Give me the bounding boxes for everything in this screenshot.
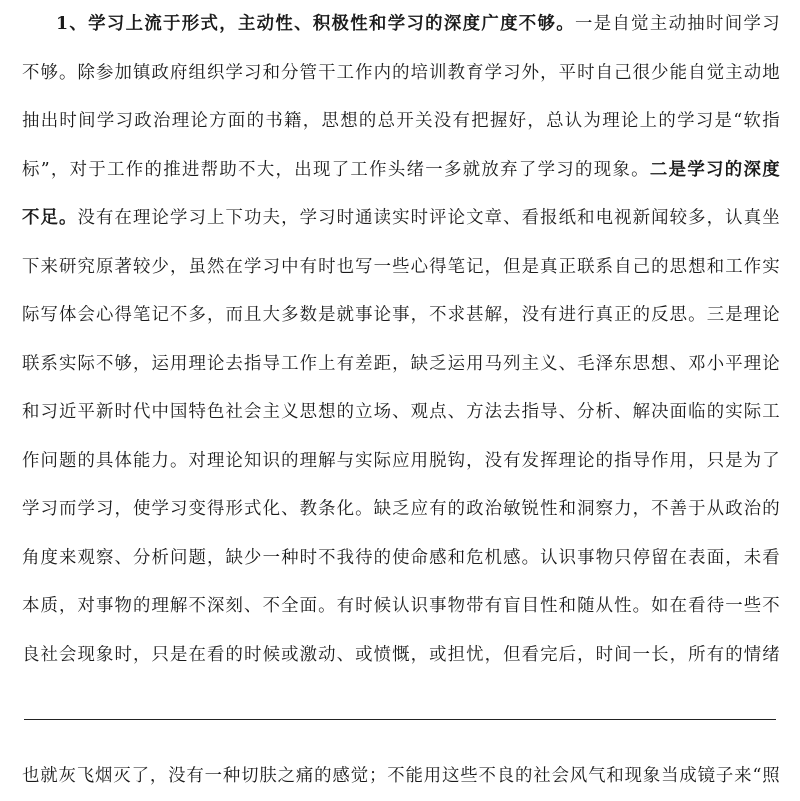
paragraph-line-9: 和习近平新时代中国特色社会主义思想的立场、观点、方法去指导、分析、解决面临的实际工 [22,402,780,422]
section-heading: 1、学习上流于形式，主动性、积极性和学习的深度广度不够。 [56,14,575,34]
paragraph-line-12: 角度来观察、分析问题，缺少一种时不我待的使命感和危机感。认识事物只停留在表面，未看 [22,547,780,568]
paragraph-text: 一是自觉主动抽时间学习 [574,14,780,34]
paragraph-line-2: 不够。除参加镇政府组织学习和分管干工作内的培训教育学习外，平时自己很少能自觉主动地 [22,62,780,83]
paragraph-text: 没有在理论学习上下功夫，学习时通读实时评论文章、看报纸和电视新闻较多，认真坐 [77,208,780,228]
paragraph-line-7: 际写体会心得笔记不多，而且大多数是就事论事，不求甚解，没有进行真正的反思。三是理论 [22,305,780,325]
paragraph-line-4 [22,146,780,195]
paragraph-line-3: 抽出时间学习政治理论方面的书籍，思想的总开关没有把握好，总认为理论上的学习是“软指 [22,111,780,131]
paragraph-line-5 [22,194,780,243]
paragraph-text: 标”，对于工作的推进帮助不大，出现了工作头绪一多就放弃了学习的现象。 [22,159,650,180]
bold-point-heading: 不足。 [22,208,78,228]
page-break-divider [24,719,776,720]
bold-point-heading: 二是学习的深度 [649,159,780,180]
next-page-line-1: 也就灰飞烟灭了，没有一种切肤之痛的感觉；不能用这些不良的社会风气和现象当成镜子来“照 [22,766,780,786]
paragraph-line-8: 联系实际不够，运用理论去指导工作上有差距，缺乏运用马列主义、毛泽东思想、邓小平理论 [22,353,780,374]
paragraph-line-11: 学习而学习，使学习变得形式化、教条化。缺乏应有的政治敏锐性和洞察力，不善于从政治的 [22,499,780,519]
document-page-bottom [22,752,780,801]
document-page-top [22,0,780,679]
paragraph-line-1 [22,0,780,49]
paragraph-line-10: 作问题的具体能力。对理论知识的理解与实际应用脱钩，没有发挥理论的指导作用，只是为了 [22,450,780,471]
paragraph-line-14: 良社会现象时，只是在看的时候或激动、或愤慨，或担忧，但看完后，时间一长，所有的情绪 [22,644,780,665]
paragraph-line-6: 下来研究原著较少，虽然在学习中有时也写一些心得笔记，但是真正联系自己的思想和工作实 [22,256,780,277]
paragraph-line-13: 本质，对事物的理解不深刻、不全面。有时候认识事物带有盲目性和随从性。如在看待一些不 [22,596,780,616]
